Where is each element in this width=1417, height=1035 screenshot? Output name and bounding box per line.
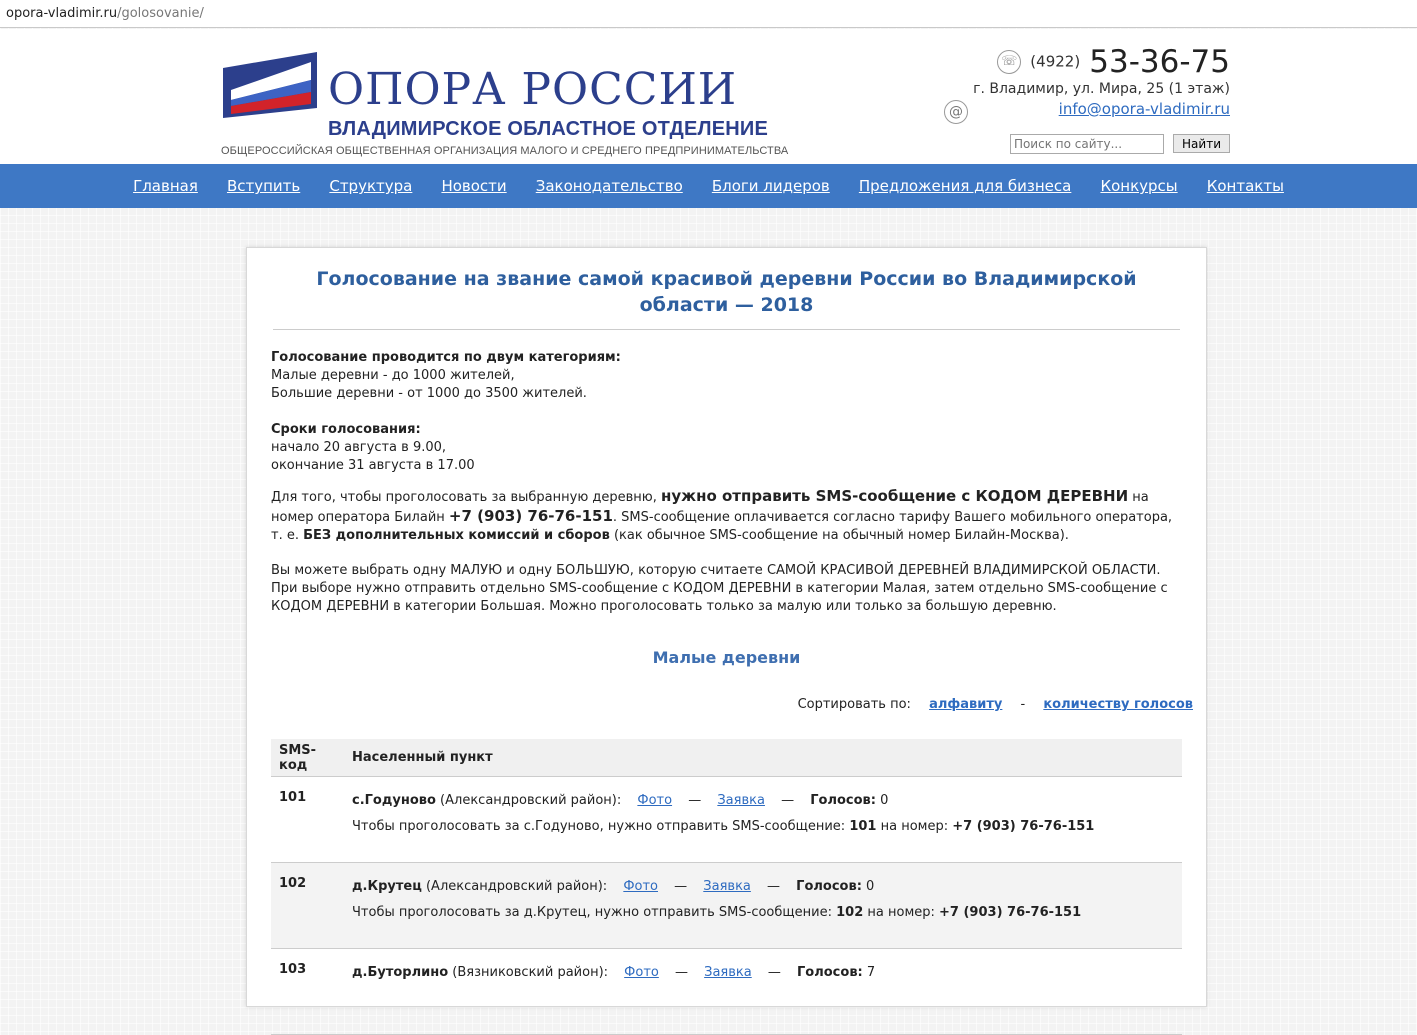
dash: — — [674, 879, 688, 894]
request-link[interactable]: Заявка — [703, 879, 751, 894]
section-title: Малые деревни — [652, 648, 801, 667]
email-link[interactable]: info@opora-vladimir.ru — [1058, 100, 1230, 118]
table-header — [271, 739, 1182, 777]
date-end: окончание 31 августа в 17.00 — [271, 458, 475, 473]
col-sms-code: SMS-код — [271, 739, 344, 777]
village-district: (Вязниковский район): — [452, 965, 609, 980]
request-link[interactable]: Заявка — [717, 793, 765, 808]
village-name: д.Буторлино — [352, 965, 449, 980]
sort-alphabet-link[interactable]: алфавиту — [929, 697, 1003, 712]
sms-text-1: Для того, чтобы проголосовать за выбранную деревню, — [271, 490, 657, 505]
nav-item-home[interactable]: Главная — [133, 177, 198, 195]
village-district: (Александровский район): — [425, 879, 608, 894]
logo-tagline: ОБЩЕРОССИЙСКАЯ ОБЩЕСТВЕННАЯ ОРГАНИЗАЦИЯ МАЛОГО И СРЕДНЕГО ПРЕДПРИНИМАТЕЛЬСТВА — [221, 145, 789, 157]
votes-count: 0 — [880, 793, 889, 808]
instr-phone: +7 (903) 76-76-151 — [939, 905, 1082, 920]
address: г. Владимир, ул. Мира, 25 (1 этаж) — [973, 81, 1230, 97]
page-title: Голосование на звание самой красивой деревни России во Владимирской области — 2018 — [273, 266, 1180, 330]
sms-text-2: нужно отправить SMS-сообщение с КОДОМ ДЕРЕВНИ — [661, 487, 1129, 505]
search-form — [930, 133, 1230, 155]
votes-count: 7 — [866, 965, 876, 980]
category-large: Большие деревни - от 1000 до 3500 жителей. — [271, 386, 587, 401]
instr-text: , нужно отправить SMS-сообщение: — [586, 905, 832, 920]
instr-text: Чтобы проголосовать за — [352, 819, 520, 834]
instr-phone: +7 (903) 76-76-151 — [952, 819, 1095, 834]
photo-link[interactable]: Фото — [624, 965, 659, 980]
choice-text: Вы можете выбрать одну МАЛУЮ и одну БОЛЬШУЮ, которую считаете САМОЙ КРАСИВОЙ ДЕРЕВНЕЙ ВЛАДИМИРСКОЙ ОБЛАСТИ. При выборе нужно отправить отдельно SMS-сообщение с КОДОМ ДЕРЕВНИ в категории Малая, затем отдельно SMS-сообщение с КОДОМ ДЕРЕВНИ в категории Большая. Можно проголосовать только за малую или только за большую деревню. — [271, 563, 1168, 614]
phone-icon: ☏ — [997, 50, 1021, 74]
category-small: Малые деревни - до 1000 жителей, — [271, 368, 515, 383]
dates-heading: Сроки голосования: — [271, 422, 421, 437]
phone-code: (4922) — [1030, 52, 1081, 71]
row-code: 101 — [271, 777, 344, 863]
main-nav — [0, 164, 1417, 208]
dash: — — [674, 965, 688, 980]
instr-text: на номер: — [880, 819, 949, 834]
sort-controls — [247, 697, 1206, 717]
phone-row — [930, 43, 1230, 79]
nav-item-join[interactable]: Вступить — [226, 177, 301, 195]
sort-label: Сортировать по: — [797, 697, 911, 712]
sms-text-3: на номер оператора Билайн — [271, 490, 1149, 525]
village-name: д.Крутец — [352, 879, 422, 894]
nav-item-news[interactable]: Новости — [441, 177, 507, 195]
logo-subtitle: ВЛАДИМИРСКОЕ ОБЛАСТНОЕ ОТДЕЛЕНИЕ — [328, 118, 769, 140]
url-path: /golosovanie/ — [117, 6, 204, 21]
village-district: (Александровский район): — [440, 793, 622, 808]
table-row — [271, 863, 1182, 949]
dates-block — [271, 421, 1182, 475]
categories-heading: Голосование проводится по двум категориям: — [271, 350, 621, 365]
email-row — [930, 99, 1230, 123]
dash: — — [688, 793, 702, 808]
table-row — [271, 777, 1182, 863]
vote-instruction — [352, 904, 1174, 922]
row-place — [344, 777, 1182, 863]
nav-item-contacts[interactable]: Контакты — [1206, 177, 1284, 195]
votes-label: Голосов: — [797, 965, 863, 980]
instr-code: 102 — [836, 905, 864, 920]
table-row — [271, 949, 1182, 1035]
phone-number: 53-36-75 — [1089, 43, 1230, 80]
address-bar[interactable] — [0, 0, 1417, 28]
site-logo[interactable] — [221, 48, 789, 157]
site-header — [0, 29, 1417, 164]
villages-table — [271, 739, 1182, 1035]
email-icon: @ — [944, 100, 968, 124]
votes-label: Голосов: — [796, 879, 862, 894]
sms-instructions — [271, 487, 1182, 545]
request-link[interactable]: Заявка — [704, 965, 752, 980]
date-start: начало 20 августа в 9.00, — [271, 440, 447, 455]
nav-item-structure[interactable]: Структура — [329, 177, 413, 195]
sort-separator: - — [1020, 697, 1026, 712]
sms-phone: +7 (903) 76-76-151 — [448, 507, 613, 525]
dash: — — [767, 965, 781, 980]
dash: — — [781, 793, 795, 808]
photo-link[interactable]: Фото — [623, 879, 658, 894]
vote-instruction — [352, 818, 1174, 836]
instr-text: Чтобы проголосовать за — [352, 905, 520, 920]
instr-code: 101 — [849, 819, 877, 834]
nav-item-contests[interactable]: Конкурсы — [1100, 177, 1178, 195]
photo-link[interactable]: Фото — [637, 793, 673, 808]
instr-text: на номер: — [867, 905, 935, 920]
content-card — [246, 247, 1207, 1007]
row-place — [344, 863, 1182, 949]
search-input[interactable] — [1010, 134, 1164, 154]
village-name: с.Годуново — [352, 793, 436, 808]
instr-text: , нужно отправить SMS-сообщение: — [599, 819, 846, 834]
sms-text-5: . SMS-сообщение оплачивается согласно тарифу Вашего мобильного оператора, т. е. — [271, 510, 1173, 543]
sms-text-7: (как обычное SMS-сообщение на обычный номер Билайн-Москва). — [613, 528, 1069, 543]
row-code: 102 — [271, 863, 344, 949]
categories-block — [271, 349, 1182, 403]
nav-item-legislation[interactable]: Законодательство — [535, 177, 683, 195]
logo-title: ОПОРА РОССИИ — [328, 64, 738, 115]
nav-item-business-offers[interactable]: Предложения для бизнеса — [858, 177, 1072, 195]
flag-logo-icon — [221, 48, 321, 120]
votes-label: Голосов: — [810, 793, 876, 808]
instr-village: д.Крутец — [523, 905, 587, 920]
url-domain: opora-vladimir.ru — [6, 6, 118, 21]
row-place — [344, 949, 1182, 1035]
contacts-block — [930, 43, 1230, 155]
intro-text — [247, 349, 1206, 616]
votes-count: 0 — [866, 879, 875, 894]
nav-item-blogs[interactable]: Блоги лидеров — [711, 177, 830, 195]
sms-text-6: БЕЗ дополнительных комиссий и сборов — [303, 528, 610, 543]
search-button[interactable]: Найти — [1173, 134, 1230, 153]
dash: — — [767, 879, 781, 894]
sort-votes-link[interactable]: количеству голосов — [1043, 697, 1193, 712]
col-place: Населенный пункт — [344, 739, 1182, 777]
row-code: 103 — [271, 949, 344, 1035]
instr-village: с.Годуново — [523, 819, 600, 834]
